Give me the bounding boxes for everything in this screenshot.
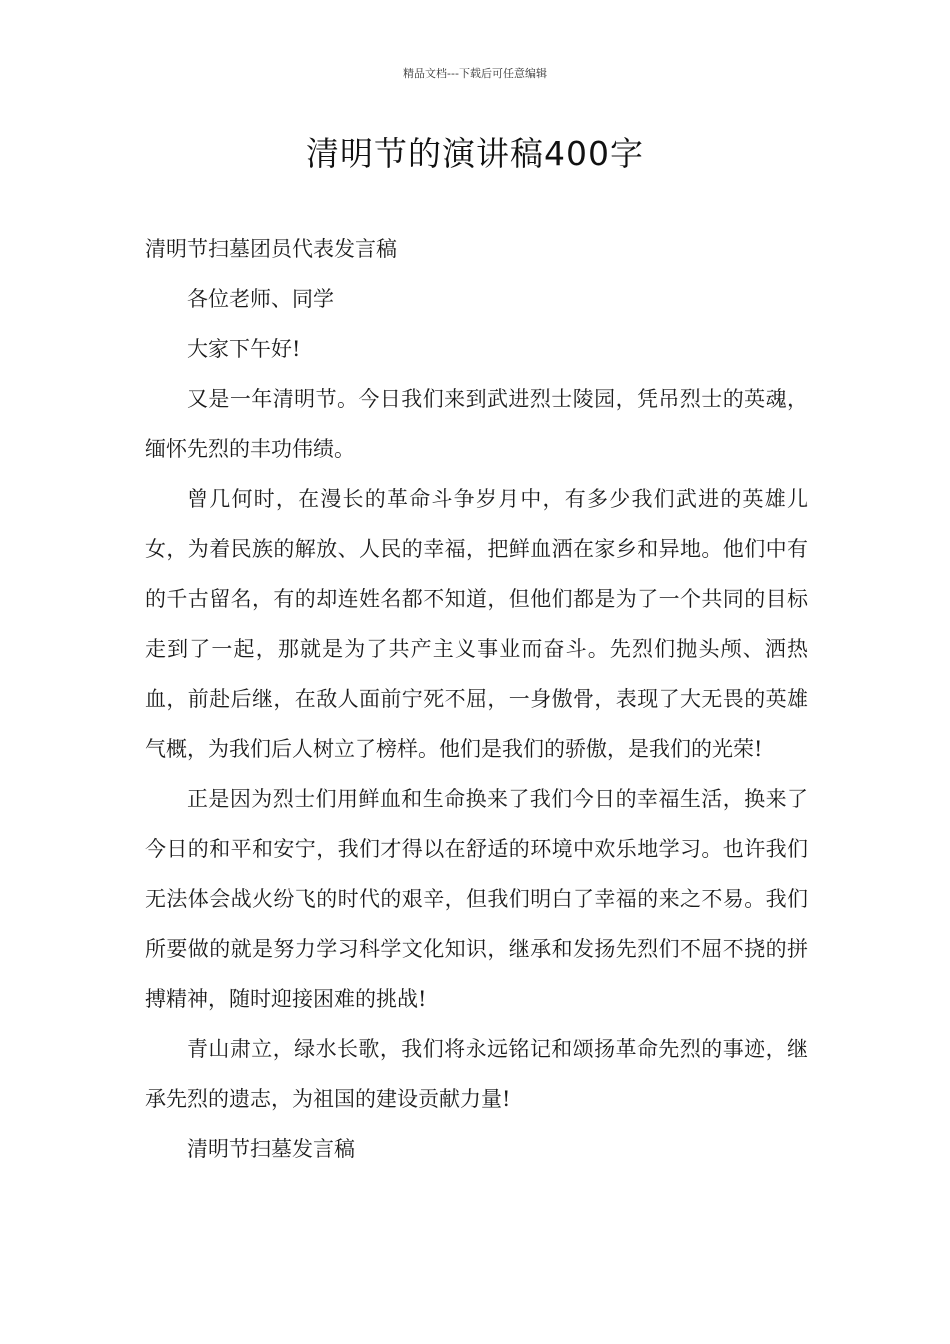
- paragraph-body: 青山肃立，绿水长歌，我们将永远铭记和颂扬革命先烈的事迹，继承先烈的遗志，为祖国的建设贡献力量!: [145, 1037, 808, 1111]
- document-title: 清明节的演讲稿400字: [306, 134, 644, 173]
- paragraph-subtitle: 清明节扫墓团员代表发言稿: [145, 237, 397, 261]
- paragraph-greeting: 大家下午好!: [187, 337, 301, 361]
- page-header-note: 精品文档---下载后可任意编辑: [403, 67, 547, 80]
- paragraph-body: 曾几何时，在漫长的革命斗争岁月中，有多少我们武进的英雄儿女，为着民族的解放、人民的幸福，把鲜血洒在家乡和异地。他们中有的千古留名，有的却连姓名都不知道，但他们都是为了一个共同的目标走到了一起，那就是为了共产主义事业而奋斗。先烈们抛头颅、洒热血，前赴后继，在敌人面前宁死不屈，一身傲骨，表现了大无畏的英雄气概，为我们后人树立了榜样。他们是我们的骄傲，是我们的光荣!: [145, 487, 808, 761]
- paragraph-body: 正是因为烈士们用鲜血和生命换来了我们今日的幸福生活，换来了今日的和平和安宁，我们才得以在舒适的环境中欢乐地学习。也许我们无法体会战火纷飞的时代的艰辛，但我们明白了幸福的来之不易。我们所要做的就是努力学习科学文化知识，继承和发扬先烈们不屈不挠的拼搏精神，随时迎接困难的挑战!: [145, 787, 808, 1011]
- paragraph-body: 又是一年清明节。今日我们来到武进烈士陵园，凭吊烈士的英魂，缅怀先烈的丰功伟绩。: [145, 387, 808, 461]
- paragraph-section-heading: 清明节扫墓发言稿: [187, 1137, 355, 1161]
- paragraph-salutation: 各位老师、同学: [187, 287, 334, 311]
- document-body: [145, 224, 808, 1174]
